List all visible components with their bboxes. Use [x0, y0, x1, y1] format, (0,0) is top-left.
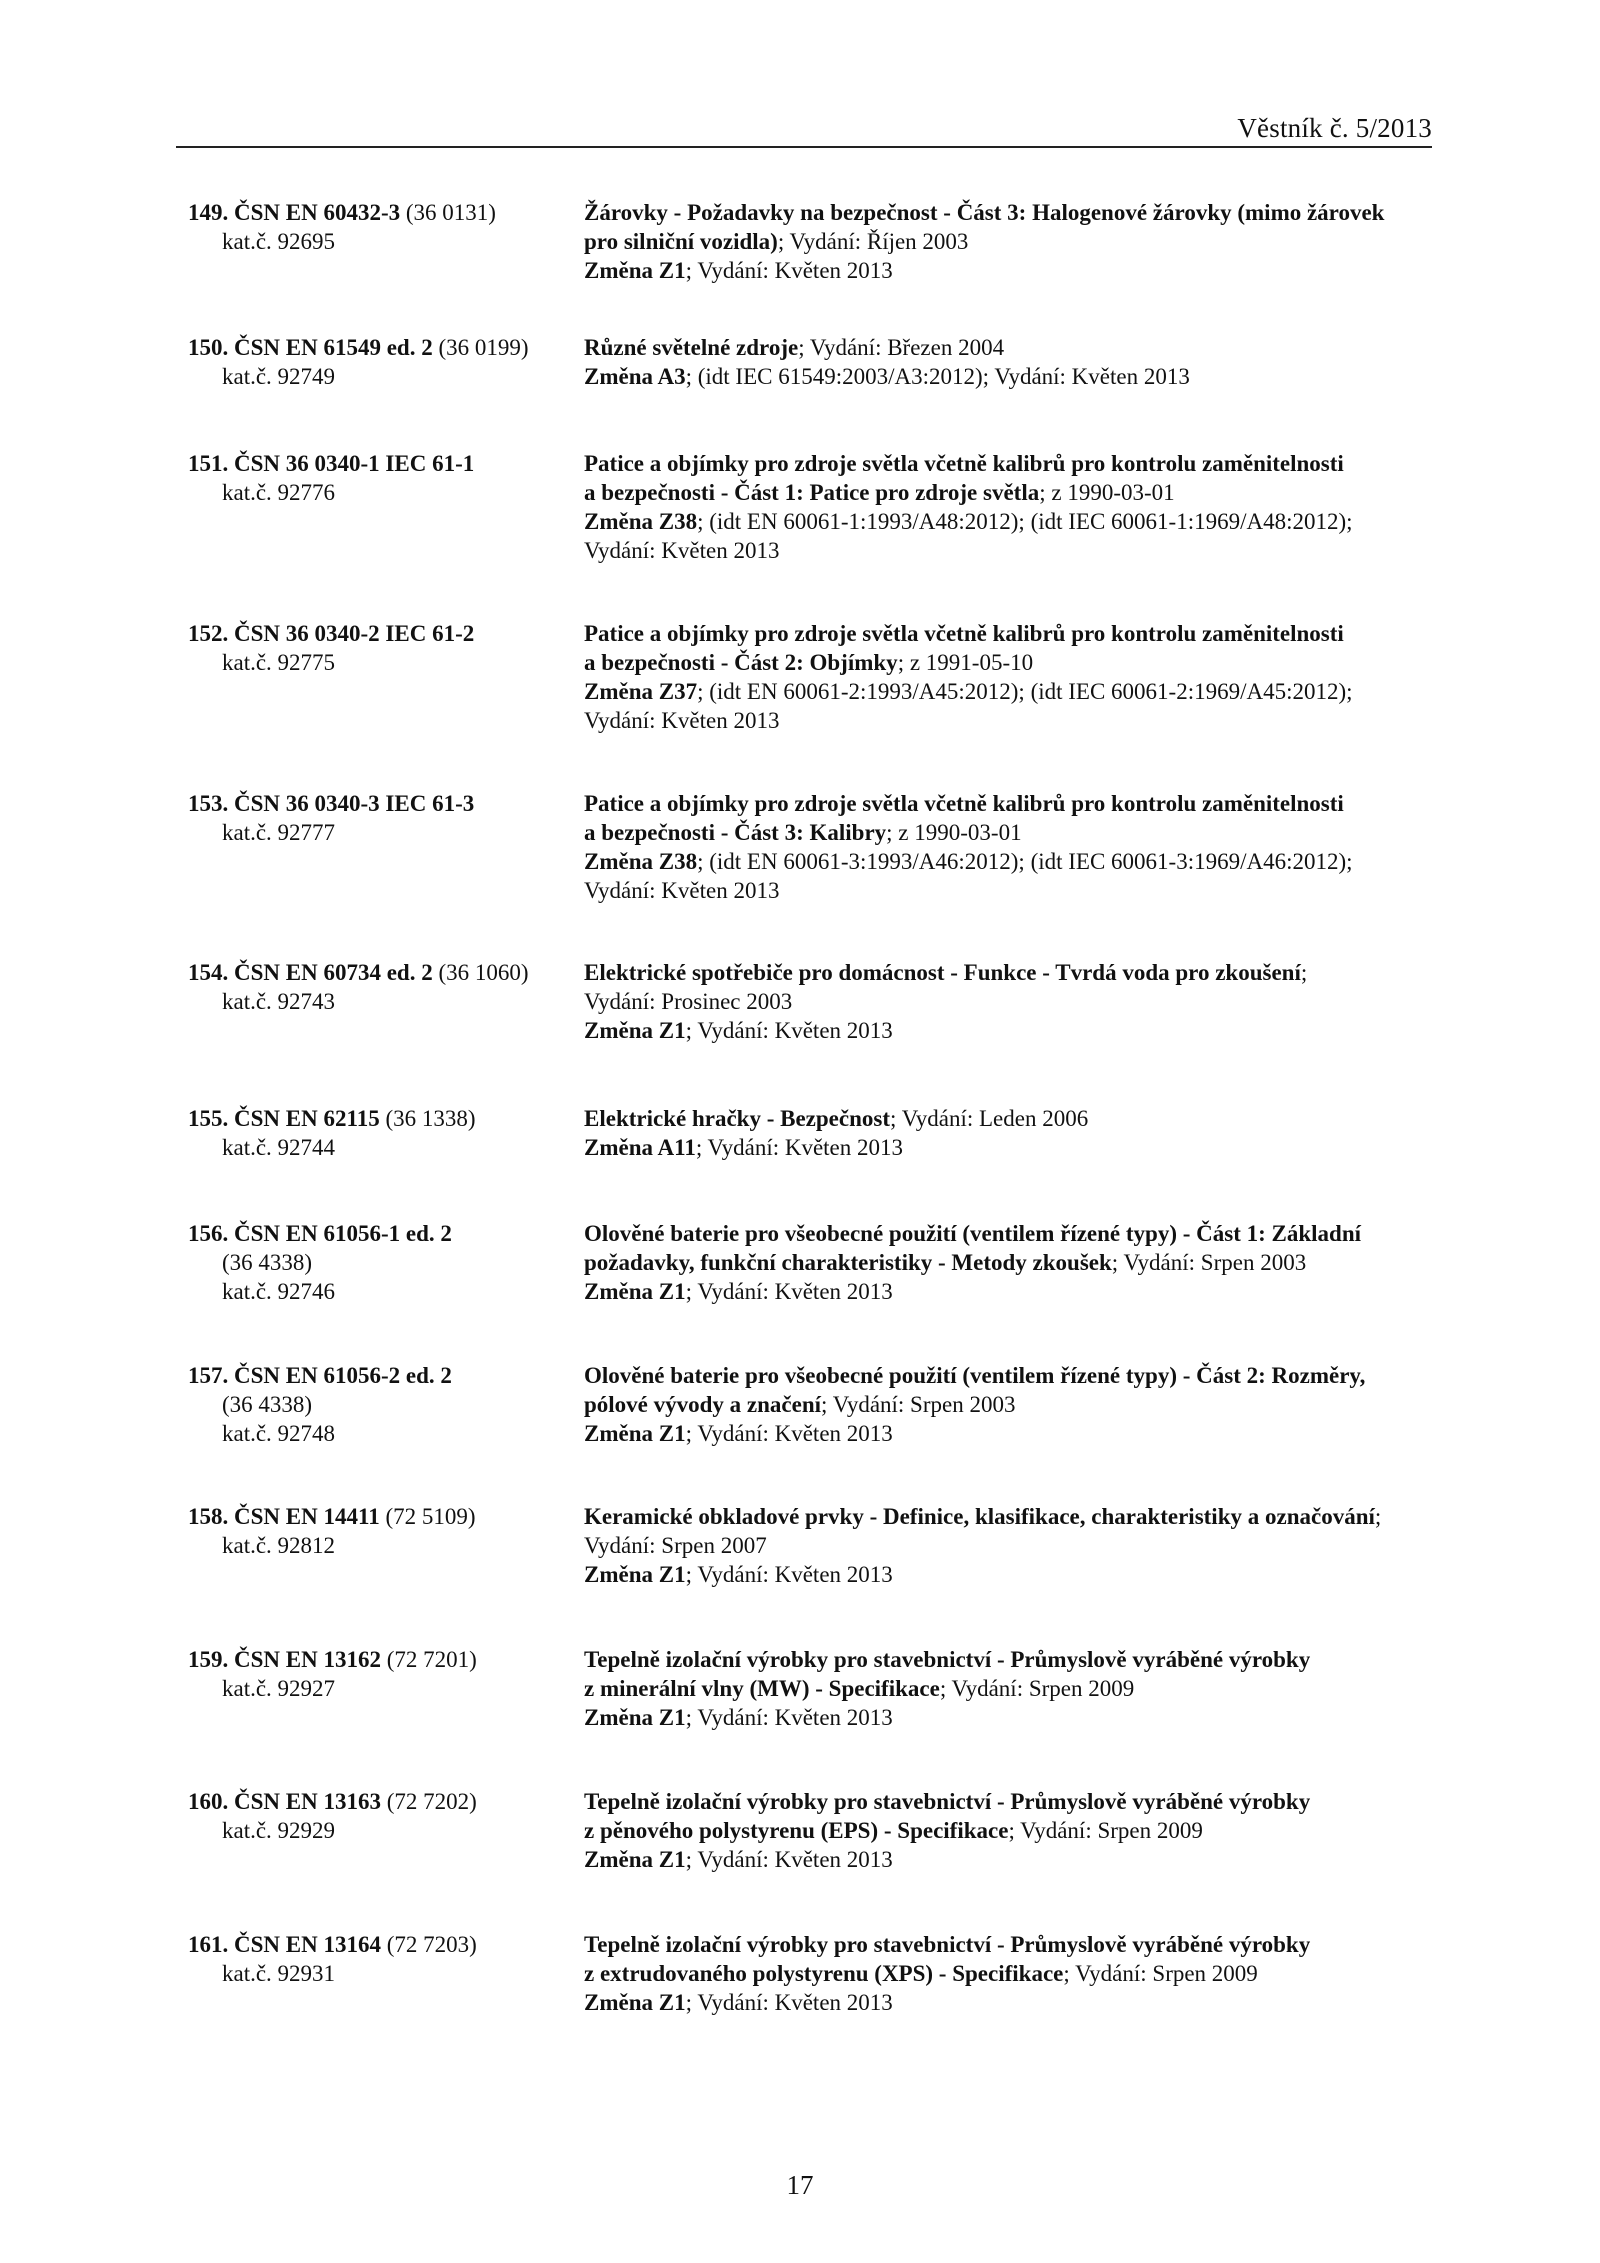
plain-text: kat.č. 92776: [222, 480, 336, 505]
plain-text: ;: [1300, 960, 1308, 985]
left-line: [188, 1361, 568, 1390]
left-line: [188, 449, 568, 478]
left-line: [188, 1787, 568, 1816]
page-number: 17: [786, 2170, 814, 2200]
plain-text: (72 7203): [380, 1932, 477, 1957]
right-line: [584, 876, 1434, 905]
right-line: [584, 1277, 1434, 1306]
right-line: [584, 987, 1434, 1016]
bold-text: Olověné baterie pro všeobecné použití (ventilem řízené typy) - Část 2: Rozměry,: [584, 1363, 1366, 1388]
standard-designation: [188, 333, 568, 391]
plain-text: ; Vydání: Srpen 2003: [821, 1392, 1016, 1417]
standard-designation: [188, 1787, 568, 1845]
bold-text: 159. ČSN EN 13162: [188, 1647, 381, 1672]
bold-text: Olověné baterie pro všeobecné použití (ventilem řízené typy) - Část 1: Základní: [584, 1221, 1362, 1246]
right-line: [584, 958, 1434, 987]
standard-description: [584, 1787, 1434, 1874]
bold-text: 156. ČSN EN 61056-1 ed. 2: [188, 1221, 452, 1246]
right-line: [584, 507, 1434, 536]
right-line: [584, 449, 1434, 478]
bold-text: 160. ČSN EN 13163: [188, 1789, 381, 1814]
right-line: [584, 1133, 1434, 1162]
bold-text: Elektrické hračky - Bezpečnost: [584, 1106, 890, 1131]
bold-text: Tepelně izolační výrobky pro stavebnictví - Průmyslově vyráběné výrobky: [584, 1932, 1311, 1957]
right-line: [584, 362, 1434, 391]
bold-text: Změna Z1: [584, 1847, 686, 1872]
standard-description: [584, 958, 1434, 1045]
plain-text: ; Vydání: Květen 2013: [695, 1135, 904, 1160]
left-line: [188, 1531, 568, 1560]
right-line: [584, 1959, 1434, 1988]
left-line: [188, 1645, 568, 1674]
journal-title: Věstník č. 5/2013: [1237, 113, 1432, 143]
bold-text: Změna Z37: [584, 679, 698, 704]
left-line: [188, 1674, 568, 1703]
bold-text: Tepelně izolační výrobky pro stavebnictví - Průmyslově vyráběné výrobky: [584, 1789, 1311, 1814]
left-line: [188, 1133, 568, 1162]
plain-text: kat.č. 92775: [222, 650, 336, 675]
plain-text: ; Vydání: Květen 2013: [685, 258, 893, 283]
plain-text: ; z 1990-03-01: [886, 820, 1022, 845]
bold-text: z extrudovaného polystyrenu (XPS) - Specifikace: [584, 1961, 1064, 1986]
bold-text: požadavky, funkční charakteristiky - Metody zkoušek: [584, 1250, 1112, 1275]
right-line: [584, 1361, 1434, 1390]
left-line: [188, 619, 568, 648]
plain-text: kat.č. 92746: [222, 1279, 336, 1304]
plain-text: ; (idt IEC 61549:2003/A3:2012); Vydání: Květen 2013: [685, 364, 1190, 389]
plain-text: ; (idt EN 60061-2:1993/A45:2012); (idt IEC 60061-2:1969/A45:2012);: [697, 679, 1353, 704]
right-line: [584, 1104, 1434, 1133]
bold-text: 151. ČSN 36 0340-1 IEC 61-1: [188, 451, 475, 476]
bold-text: 153. ČSN 36 0340-3 IEC 61-3: [188, 791, 475, 816]
right-line: [584, 256, 1434, 285]
standard-designation: [188, 789, 568, 847]
bold-text: 150. ČSN EN 61549 ed. 2: [188, 335, 433, 360]
bold-text: Změna Z1: [584, 1279, 686, 1304]
left-line: [188, 818, 568, 847]
left-line: [188, 1104, 568, 1133]
plain-text: ; Vydání: Srpen 2009: [1063, 1961, 1258, 1986]
plain-text: (36 0199): [432, 335, 529, 360]
plain-text: kat.č. 92927: [222, 1676, 336, 1701]
right-line: [584, 1845, 1434, 1874]
plain-text: ; Vydání: Srpen 2009: [939, 1676, 1135, 1701]
bold-text: Elektrické spotřebiče pro domácnost - Funkce - Tvrdá voda pro zkoušení: [584, 960, 1301, 985]
right-line: [584, 1502, 1434, 1531]
right-line: [584, 1645, 1434, 1674]
right-line: [584, 1016, 1434, 1045]
plain-text: kat.č. 92777: [222, 820, 336, 845]
right-line: [584, 847, 1434, 876]
plain-text: kat.č. 92749: [222, 364, 336, 389]
left-line: [188, 478, 568, 507]
right-line: [584, 1787, 1434, 1816]
bold-text: Změna Z38: [584, 849, 698, 874]
plain-text: ;: [1374, 1504, 1382, 1529]
standard-designation: [188, 449, 568, 507]
standard-designation: [188, 1104, 568, 1162]
plain-text: Vydání: Květen 2013: [584, 878, 780, 903]
plain-text: ; (idt EN 60061-1:1993/A48:2012); (idt IEC 60061-1:1969/A48:2012);: [697, 509, 1353, 534]
right-line: [584, 1248, 1434, 1277]
left-line: [188, 1419, 568, 1448]
left-line: [188, 362, 568, 391]
bold-text: 154. ČSN EN 60734 ed. 2: [188, 960, 433, 985]
plain-text: ; Vydání: Květen 2013: [685, 1279, 893, 1304]
left-line: [188, 648, 568, 677]
left-line: [188, 1390, 568, 1419]
plain-text: ; Vydání: Leden 2006: [889, 1106, 1089, 1131]
bold-text: Změna Z1: [584, 1705, 686, 1730]
bold-text: Patice a objímky pro zdroje světla včetně kalibrů pro kontrolu zaměnitelnosti: [584, 451, 1344, 476]
left-line: [188, 958, 568, 987]
standard-designation: [188, 1502, 568, 1560]
left-line: [188, 1816, 568, 1845]
right-line: [584, 1419, 1434, 1448]
bold-text: Keramické obkladové prvky - Definice, klasifikace, charakteristiky a označování: [584, 1504, 1375, 1529]
standard-description: [584, 1361, 1434, 1448]
plain-text: Vydání: Květen 2013: [584, 708, 780, 733]
right-line: [584, 227, 1434, 256]
bold-text: z pěnového polystyrenu (EPS) - Specifikace: [584, 1818, 1009, 1843]
right-line: [584, 706, 1434, 735]
bold-text: Změna Z1: [584, 1990, 686, 2015]
right-line: [584, 1816, 1434, 1845]
right-line: [584, 333, 1434, 362]
left-line: [188, 1248, 568, 1277]
bold-text: Změna Z1: [584, 1562, 686, 1587]
right-line: [584, 1219, 1434, 1248]
plain-text: ; Vydání: Srpen 2003: [1111, 1250, 1307, 1275]
plain-text: (36 4338): [222, 1392, 313, 1417]
right-line: [584, 1930, 1434, 1959]
right-line: [584, 1560, 1434, 1589]
right-line: [584, 619, 1434, 648]
standard-description: [584, 1930, 1434, 2017]
bold-text: a bezpečnosti - Část 2: Objímky: [584, 650, 898, 675]
bold-text: Změna A3: [584, 364, 686, 389]
right-line: [584, 1531, 1434, 1560]
standard-designation: [188, 958, 568, 1016]
plain-text: kat.č. 92812: [222, 1533, 336, 1558]
plain-text: kat.č. 92743: [222, 989, 336, 1014]
left-line: [188, 198, 568, 227]
bold-text: a bezpečnosti - Část 1: Patice pro zdroje světla: [584, 480, 1040, 505]
standard-description: [584, 1219, 1434, 1306]
bold-text: a bezpečnosti - Část 3: Kalibry: [584, 820, 887, 845]
right-line: [584, 536, 1434, 565]
plain-text: ; Vydání: Květen 2013: [685, 1421, 893, 1446]
right-line: [584, 1703, 1434, 1732]
bold-text: Různé světelné zdroje: [584, 335, 799, 360]
bold-text: Změna A11: [584, 1135, 696, 1160]
plain-text: ; Vydání: Srpen 2009: [1008, 1818, 1203, 1843]
standard-description: [584, 1502, 1434, 1589]
standard-description: [584, 1104, 1434, 1162]
plain-text: ; Vydání: Březen 2004: [798, 335, 1005, 360]
bold-text: 149. ČSN EN 60432-3: [188, 200, 401, 225]
standard-designation: [188, 1930, 568, 1988]
standard-description: [584, 789, 1434, 905]
left-line: [188, 1930, 568, 1959]
bold-text: pro silniční vozidla): [584, 229, 778, 254]
plain-text: ; Vydání: Květen 2013: [685, 1018, 893, 1043]
right-line: [584, 1674, 1434, 1703]
plain-text: Vydání: Květen 2013: [584, 538, 780, 563]
standard-designation: [188, 1361, 568, 1448]
left-line: [188, 1277, 568, 1306]
bold-text: 161. ČSN EN 13164: [188, 1932, 381, 1957]
plain-text: kat.č. 92744: [222, 1135, 336, 1160]
standard-description: [584, 449, 1434, 565]
plain-text: (36 0131): [400, 200, 496, 225]
plain-text: kat.č. 92929: [222, 1818, 336, 1843]
plain-text: ; z 1991-05-10: [897, 650, 1034, 675]
plain-text: ; Vydání: Květen 2013: [685, 1705, 893, 1730]
plain-text: ; Vydání: Říjen 2003: [777, 229, 969, 254]
plain-text: (36 1060): [432, 960, 529, 985]
bold-text: Změna Z1: [584, 258, 686, 283]
left-line: [188, 1502, 568, 1531]
bold-text: z minerální vlny (MW) - Specifikace: [584, 1676, 940, 1701]
plain-text: (36 1338): [379, 1106, 476, 1131]
right-line: [584, 478, 1434, 507]
plain-text: (72 5109): [379, 1504, 476, 1529]
plain-text: (72 7201): [380, 1647, 477, 1672]
bold-text: Patice a objímky pro zdroje světla včetně kalibrů pro kontrolu zaměnitelnosti: [584, 791, 1344, 816]
plain-text: kat.č. 92695: [222, 229, 336, 254]
plain-text: ; Vydání: Květen 2013: [685, 1990, 893, 2015]
right-line: [584, 648, 1434, 677]
standard-designation: [188, 619, 568, 677]
plain-text: Vydání: Srpen 2007: [584, 1533, 767, 1558]
bold-text: Žárovky - Požadavky na bezpečnost - Část 3: Halogenové žárovky (mimo žárovek: [584, 200, 1385, 225]
plain-text: ; Vydání: Květen 2013: [685, 1847, 893, 1872]
standard-designation: [188, 1645, 568, 1703]
standard-description: [584, 198, 1434, 285]
standard-designation: [188, 1219, 568, 1306]
standard-description: [584, 1645, 1434, 1732]
plain-text: kat.č. 92931: [222, 1961, 336, 1986]
bold-text: pólové vývody a značení: [584, 1392, 822, 1417]
bold-text: Tepelně izolační výrobky pro stavebnictví - Průmyslově vyráběné výrobky: [584, 1647, 1311, 1672]
plain-text: ; z 1990-03-01: [1039, 480, 1175, 505]
bold-text: Změna Z1: [584, 1018, 686, 1043]
bold-text: 152. ČSN 36 0340-2 IEC 61-2: [188, 621, 475, 646]
plain-text: (72 7202): [380, 1789, 477, 1814]
left-line: [188, 1219, 568, 1248]
bold-text: Patice a objímky pro zdroje světla včetně kalibrů pro kontrolu zaměnitelnosti: [584, 621, 1344, 646]
standard-description: [584, 333, 1434, 391]
right-line: [584, 789, 1434, 818]
plain-text: Vydání: Prosinec 2003: [584, 989, 793, 1014]
right-line: [584, 818, 1434, 847]
plain-text: ; Vydání: Květen 2013: [685, 1562, 893, 1587]
bold-text: 158. ČSN EN 14411: [188, 1504, 380, 1529]
right-line: [584, 677, 1434, 706]
bold-text: 155. ČSN EN 62115: [188, 1106, 380, 1131]
right-line: [584, 1390, 1434, 1419]
bold-text: Změna Z38: [584, 509, 698, 534]
bold-text: Změna Z1: [584, 1421, 686, 1446]
left-line: [188, 1959, 568, 1988]
plain-text: (36 4338): [222, 1250, 313, 1275]
right-line: [584, 1988, 1434, 2017]
standard-designation: [188, 198, 568, 256]
plain-text: ; (idt EN 60061-3:1993/A46:2012); (idt IEC 60061-3:1969/A46:2012);: [697, 849, 1353, 874]
plain-text: kat.č. 92748: [222, 1421, 336, 1446]
left-line: [188, 987, 568, 1016]
left-line: [188, 789, 568, 818]
right-line: [584, 198, 1434, 227]
standard-description: [584, 619, 1434, 735]
left-line: [188, 333, 568, 362]
bold-text: 157. ČSN EN 61056-2 ed. 2: [188, 1363, 452, 1388]
left-line: [188, 227, 568, 256]
